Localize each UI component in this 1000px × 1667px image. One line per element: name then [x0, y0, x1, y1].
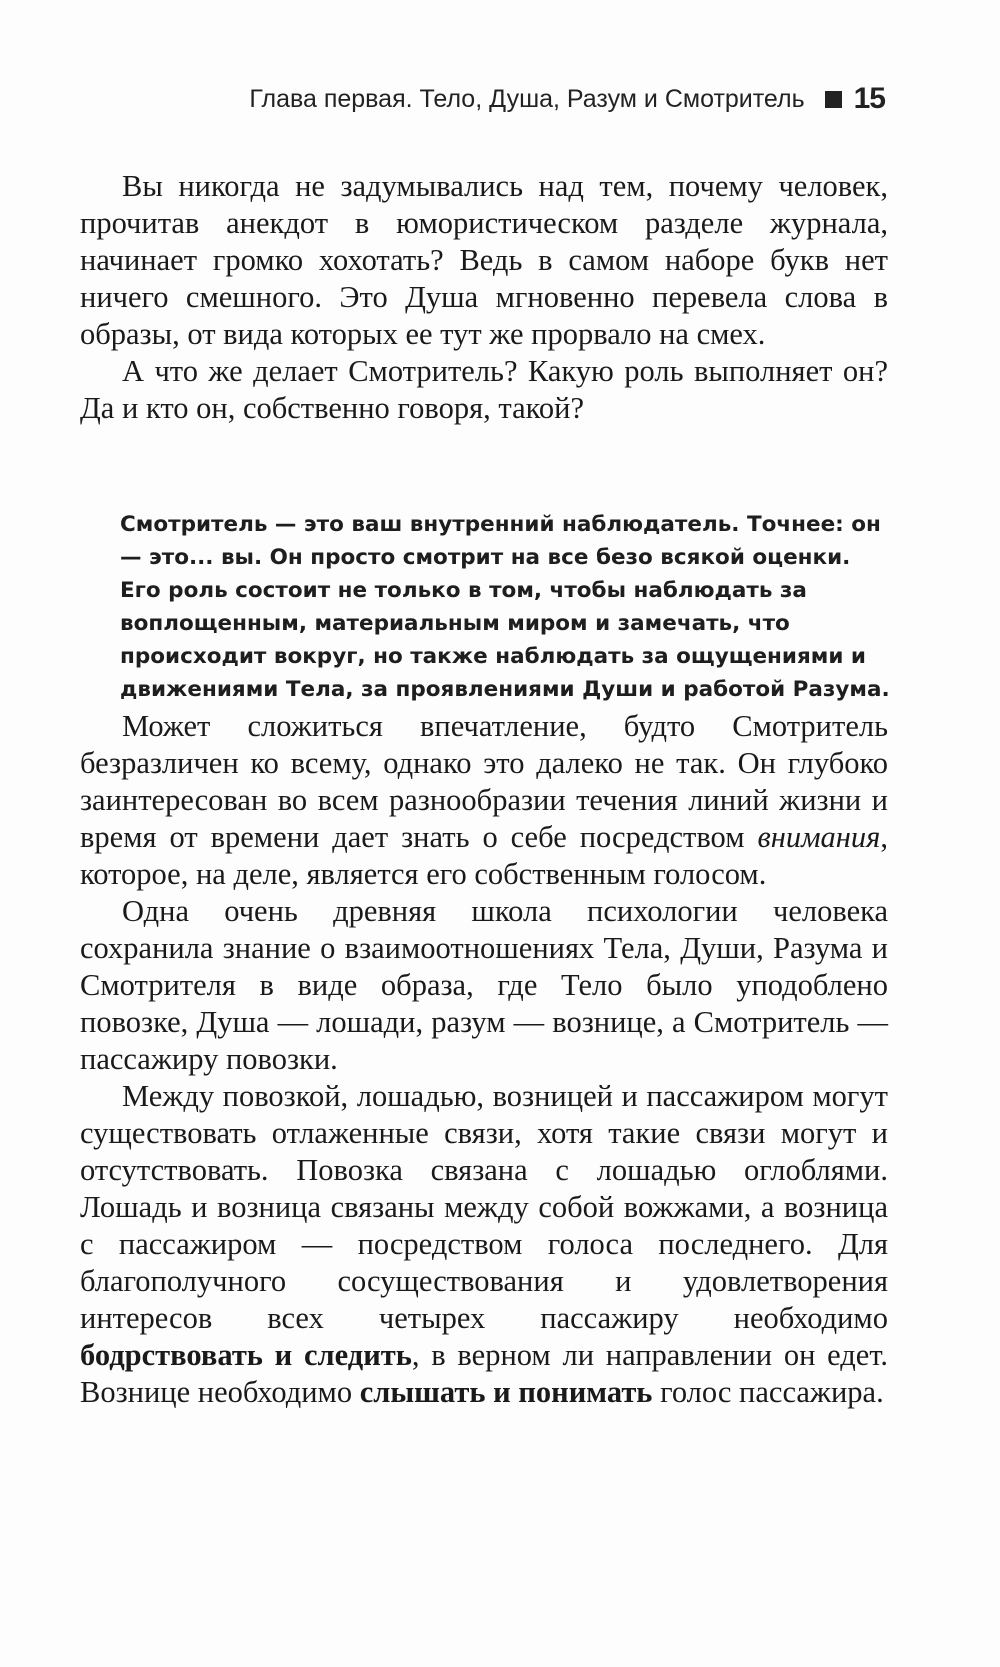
page-number: 15 — [853, 82, 885, 115]
text-block-top — [80, 168, 888, 427]
paragraph-5-bold-1: бодрствовать и следить — [80, 1338, 412, 1372]
paragraph-5-text-1: Между повозкой, лошадью, возницей и пассажиром могут существовать отлаженные связи, хотя такие связи могут и отсутствовать. Повозка связана с лошадью оглоблями. Лошадь и возница связаны между собой вожжами, а возница с пассажиром — посредством голоса последнего. Для благополучного сосуществования и удовлетворения интересов всех четырех пассажиру необходимо — [80, 1079, 888, 1335]
square-bullet-icon — [825, 91, 842, 108]
paragraph-4: Одна очень древняя школа психологии человека сохранила знание о взаимоотношениях Тела, Души, Разума и Смотрителя в виде образа, где Тело было уподоблено повозке, Душа — лошади, разум — вознице, а Смотритель — пассажиру повозки. — [80, 894, 888, 1076]
callout-definition: Смотритель — это ваш внутренний наблюдатель. Точнее: он — это... вы. Он просто смотрит на все безо всякой оценки. Его роль состоит не только в том, чтобы наблюдать за воплощенным, материальным миром и замечать, что происходит вокруг, но также наблюдать за ощущениями и движениями Тела, за проявлениями Души и работой Разума. — [120, 512, 890, 702]
paragraph-5-text-3: голос пассажира. — [652, 1375, 884, 1409]
paragraph-3 — [80, 708, 888, 893]
paragraph-2: А что же делает Смотритель? Какую роль выполняет он? Да и кто он, собственно говоря, такой? — [80, 354, 888, 425]
paragraph-5 — [80, 1078, 888, 1411]
paragraph-3-emphasis: внимания — [757, 820, 881, 854]
paragraph-1: Вы никогда не задумывались над тем, почему человек, прочитав анекдот в юмористическом разделе журнала, начинает громко хохотать? Ведь в самом наборе букв нет ничего смешного. Это Душа мгновенно перевела слова в образы, от вида которых ее тут же прорвало на смех. — [80, 169, 888, 351]
text-block-bottom — [80, 708, 888, 1411]
paragraph-5-text-2: , в верном ли направлении он едет. Вознице необходимо — [80, 1338, 888, 1409]
paragraph-3-text-end: , которое, на деле, является его собственным голосом. — [80, 820, 888, 891]
running-header — [249, 82, 885, 116]
chapter-title: Глава первая. Тело, Душа, Разум и Смотритель — [249, 84, 805, 113]
paragraph-3-text-start: Может сложиться впечатление, будто Смотритель безразличен ко всему, однако это далеко не так. Он глубоко заинтересован во всем разнообразии течения линий жизни и время от времени дает знать о себе посредством — [80, 709, 888, 854]
paragraph-5-bold-2: слышать и понимать — [359, 1375, 653, 1409]
